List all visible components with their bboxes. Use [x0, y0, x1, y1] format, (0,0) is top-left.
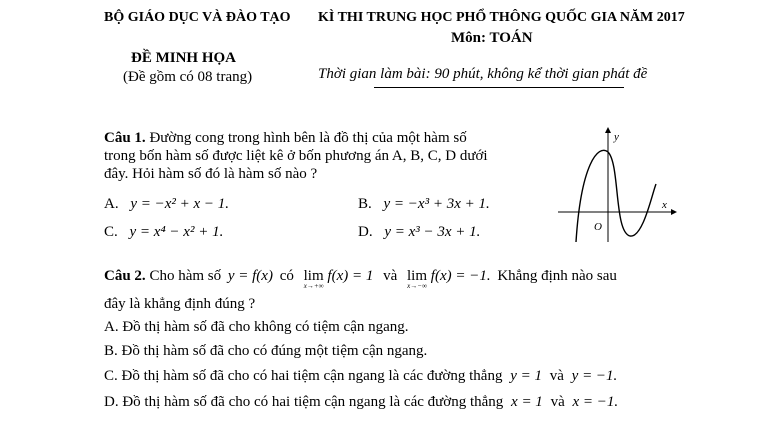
q1-label: Câu 1.	[104, 130, 146, 146]
q2-func: y = f(x)	[227, 268, 273, 284]
q2-lim2-expr: f(x) = −1.	[430, 268, 491, 284]
cubic-curve	[576, 150, 656, 242]
paper-type: ĐỀ MINH HỌA	[131, 50, 236, 66]
q2-option-b: B. Đồ thị hàm số đã cho có đúng một tiệm cận ngang.	[104, 343, 428, 359]
q2-lim1-sub: x→+∞	[303, 282, 324, 290]
q1-option-c-expr: y = x⁴ − x² + 1.	[129, 224, 224, 240]
time-note: Thời gian làm bài: 90 phút, không kể thời gian phát đề	[318, 66, 648, 82]
q1-option-d-letter: D.	[358, 224, 373, 240]
q2-option-d-m1: x = 1	[511, 394, 543, 410]
q2-option-a: A. Đồ thị hàm số đã cho không có tiệm cận ngang.	[104, 319, 409, 335]
time-underline	[374, 87, 624, 88]
origin-label: O	[594, 221, 602, 233]
q2-option-d-text: D. Đồ thị hàm số đã cho có hai tiệm cận ngang là các đường thẳng	[104, 394, 504, 410]
q1-option-c	[104, 224, 223, 241]
y-axis-label: y	[614, 131, 619, 143]
q2-option-d-and: và	[550, 394, 565, 410]
q2-option-c-text: C. Đồ thị hàm số đã cho có hai tiệm cận ngang là các đường thẳng	[104, 368, 503, 384]
q1-option-b-letter: B.	[358, 196, 372, 212]
ministry-name: BỘ GIÁO DỤC VÀ ĐÀO TẠO	[104, 10, 291, 25]
pages-note: (Đề gồm có 08 trang)	[123, 69, 253, 85]
q2-option-c-m1: y = 1	[510, 368, 542, 384]
q1-line1	[104, 130, 467, 147]
subject-title: Môn: TOÁN	[451, 30, 533, 46]
q2-option-d	[104, 394, 618, 411]
q2-label: Câu 2.	[104, 268, 146, 284]
q1-option-b-expr: y = −x³ + 3x + 1.	[383, 196, 490, 212]
q1-option-c-letter: C.	[104, 224, 118, 240]
q1-line2: trong bốn hàm số được liệt kê ở bốn phương án A, B, C, D dưới	[104, 148, 488, 164]
q2-tail: Khẳng định nào sau	[497, 268, 617, 284]
q1-option-a-letter: A.	[104, 196, 119, 212]
q1-text-1: Đường cong trong hình bên là đồ thị của một hàm số	[149, 130, 467, 146]
q2-line1	[104, 268, 617, 290]
q2-line2: đây là khẳng định đúng ?	[104, 296, 256, 312]
q1-option-a-expr: y = −x² + x − 1.	[130, 196, 230, 212]
q2-and: và	[383, 268, 398, 284]
q1-graph	[548, 124, 683, 249]
q1-option-b	[358, 196, 490, 213]
q2-option-c-m2: y = −1.	[571, 368, 618, 384]
q2-intro: Cho hàm số	[149, 268, 222, 284]
q2-has: có	[279, 268, 294, 284]
q1-option-d-expr: y = x³ − 3x + 1.	[384, 224, 481, 240]
q2-lim1	[303, 268, 324, 290]
q2-option-d-m2: x = −1.	[572, 394, 619, 410]
q2-lim1-word: lim	[303, 268, 324, 284]
q2-option-c-and: và	[549, 368, 564, 384]
q2-option-c	[104, 368, 617, 385]
q1-line3: đây. Hỏi hàm số đó là hàm số nào ?	[104, 166, 318, 182]
q1-option-a	[104, 196, 229, 213]
q1-option-d	[358, 224, 480, 241]
q2-lim2	[407, 268, 428, 290]
q2-lim2-word: lim	[407, 268, 428, 284]
x-axis-label: x	[662, 199, 667, 211]
q2-lim2-sub: x→−∞	[407, 282, 427, 290]
q2-lim1-expr: f(x) = 1	[327, 268, 374, 284]
exam-title: KÌ THI TRUNG HỌC PHỔ THÔNG QUỐC GIA NĂM 2017	[318, 10, 685, 25]
